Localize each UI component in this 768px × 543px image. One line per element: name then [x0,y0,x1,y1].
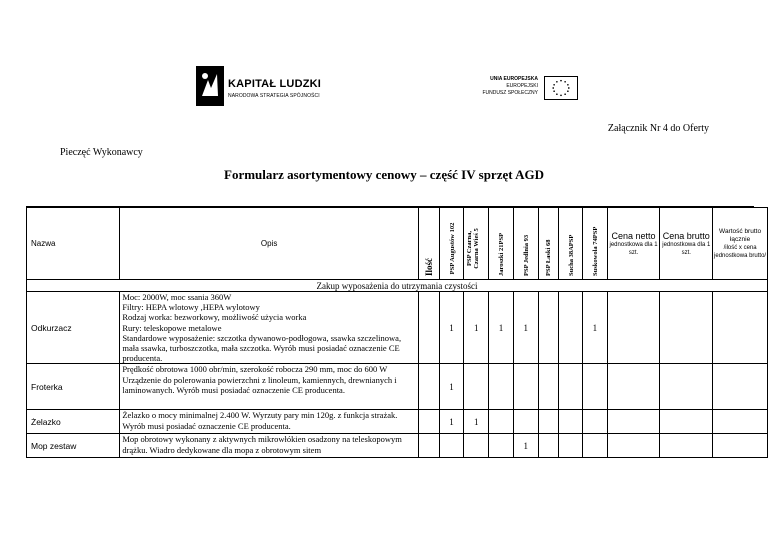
header-qty [418,208,439,280]
price-cell[interactable] [713,364,768,410]
quantity-cell: 1 [464,292,489,364]
stamp-label: Pieczęć Wykonawcy [60,147,143,158]
quantity-cell [464,434,489,458]
header-gross-price [660,208,713,280]
quantity-cell: 1 [439,410,464,434]
price-cell[interactable] [660,292,713,364]
location-label: Sucha 38APSP [567,234,575,276]
quantity-cell [582,434,607,458]
table-row [27,410,768,434]
kapital-ludzki-subtitle: NARODOWA STRATEGIA SPÓJNOŚCI [228,93,320,99]
quantity-cell [418,434,439,458]
price-table [26,207,768,458]
header-name: Nazwa [27,208,120,280]
item-description: Prędkość obrotowa 1000 obr/min, szerokość robocza 290 mm, moc do 600 W Urządzenie do polerowania powierzchni z linoleum, kamiennych, drewnianych i laminowanych. Wyrób musi posiadać oznaczenie CE producenta. [120,364,419,410]
kapital-ludzki-mark-icon [196,66,224,106]
quantity-cell [513,410,538,434]
price-cell[interactable] [607,292,660,364]
quantity-cell [489,434,514,458]
quantity-cell [559,364,583,410]
quantity-cell [418,410,439,434]
location-label: PSP Jedlnia 93 [522,234,530,276]
gross-price-main: Cena brutto [662,230,710,241]
quantity-cell: 1 [513,434,538,458]
table-body [27,292,768,458]
quantity-cell [439,434,464,458]
location-label: PSP Łaski 68 [545,239,553,276]
section-row [27,280,768,292]
header-net-price [607,208,660,280]
quantity-cell [559,434,583,458]
eu-flag-icon [544,76,578,100]
table-row [27,364,768,410]
quantity-cell [538,410,559,434]
kapital-ludzki-logo [196,66,336,110]
section-title: Zakup wyposażenia do utrzymania czystości [27,280,768,292]
quantity-cell [559,410,583,434]
item-description: Żelazko o mocy minimalnej 2.400 W. Wyrzuty pary min 120g. z funkcja strażak. Wyrób musi posiadać oznaczenie CE producenta. [120,410,419,434]
quantity-cell [418,364,439,410]
eu-line-1: UNIA EUROPEJSKA [490,76,538,82]
location-label: PSP Czarna, Czarna Wieś 5 [466,228,481,269]
header-location [439,208,464,280]
header-desc: Opis [120,208,419,280]
quantity-cell [559,292,583,364]
price-cell[interactable] [660,364,713,410]
eu-line-2: EUROPEJSKI [506,83,538,89]
annex-label: Załącznik Nr 4 do Oferty [607,123,709,134]
eu-line-3: FUNDUSZ SPOŁECZNY [482,90,538,96]
quantity-cell: 1 [582,292,607,364]
header-row [27,208,768,280]
quantity-cell [538,434,559,458]
price-cell[interactable] [713,410,768,434]
quantity-cell: 1 [439,364,464,410]
header-total-gross [713,208,768,280]
item-name: Froterka [27,364,120,410]
item-description: Moc: 2000W, moc ssania 360W Filtry: HEPA wlotowy ,HEPA wylotowy Rodzaj worka: bezworkowy, możliwość użycia worka Rury: teleskopowe metalowe Standardowe wyposażenie: szczotka dywanowo-podłogowa, ssawka szczelinowa, mała ssawka, turboszczotka, mała szczotka. Wyrób musi posiadać oznaczenie CE producenta. [120,292,419,364]
price-cell[interactable] [607,410,660,434]
quantity-cell: 1 [464,410,489,434]
quantity-cell [489,410,514,434]
price-cell[interactable] [607,364,660,410]
price-cell[interactable] [607,434,660,458]
item-name: Żelazko [27,410,120,434]
eu-logo-text [482,76,538,97]
location-label: PSP Augustów 102 [448,222,456,275]
total-gross-main: Wartość brutto łącznie [719,227,762,243]
header-location [582,208,607,280]
table-row [27,292,768,364]
net-price-main: Cena netto [611,230,656,241]
header-location [538,208,559,280]
quantity-cell [582,364,607,410]
eu-logo [468,76,588,102]
kapital-ludzki-title: KAPITAŁ LUDZKI [228,78,322,90]
table-row [27,434,768,458]
quantity-cell: 1 [513,292,538,364]
price-cell[interactable] [713,292,768,364]
gross-price-sub: jednostkowa dla 1 szt. [662,241,711,256]
quantity-cell [464,364,489,410]
header-location [513,208,538,280]
header-location [489,208,514,280]
price-cell[interactable] [713,434,768,458]
location-label: Jaroszki 21PSP [497,232,505,276]
price-cell[interactable] [660,410,713,434]
header-qty-label: Ilość [423,258,434,276]
item-name: Odkurzacz [27,292,120,364]
quantity-cell [489,364,514,410]
item-name: Mop zestaw [27,434,120,458]
quantity-cell [582,410,607,434]
total-gross-note: /ilość x cena jednostkowa brutto/ [714,244,767,259]
quantity-cell: 1 [489,292,514,364]
quantity-cell [418,292,439,364]
quantity-cell [538,292,559,364]
form-title: Formularz asortymentowy cenowy – część IV sprzęt AGD [224,167,544,182]
net-price-sub: jednostkowa dla 1 szt. [609,241,658,256]
item-description: Mop obrotowy wykonany z aktywnych mikrowłókien osadzony na teleskopowym drążku. Wiadro dedykowane dla mopa z obrotowym sitem [120,434,419,458]
price-cell[interactable] [660,434,713,458]
quantity-cell [538,364,559,410]
quantity-cell [513,364,538,410]
header-location [559,208,583,280]
quantity-cell: 1 [439,292,464,364]
header-location [464,208,489,280]
location-label: Suskowola 74PSP [591,226,599,276]
